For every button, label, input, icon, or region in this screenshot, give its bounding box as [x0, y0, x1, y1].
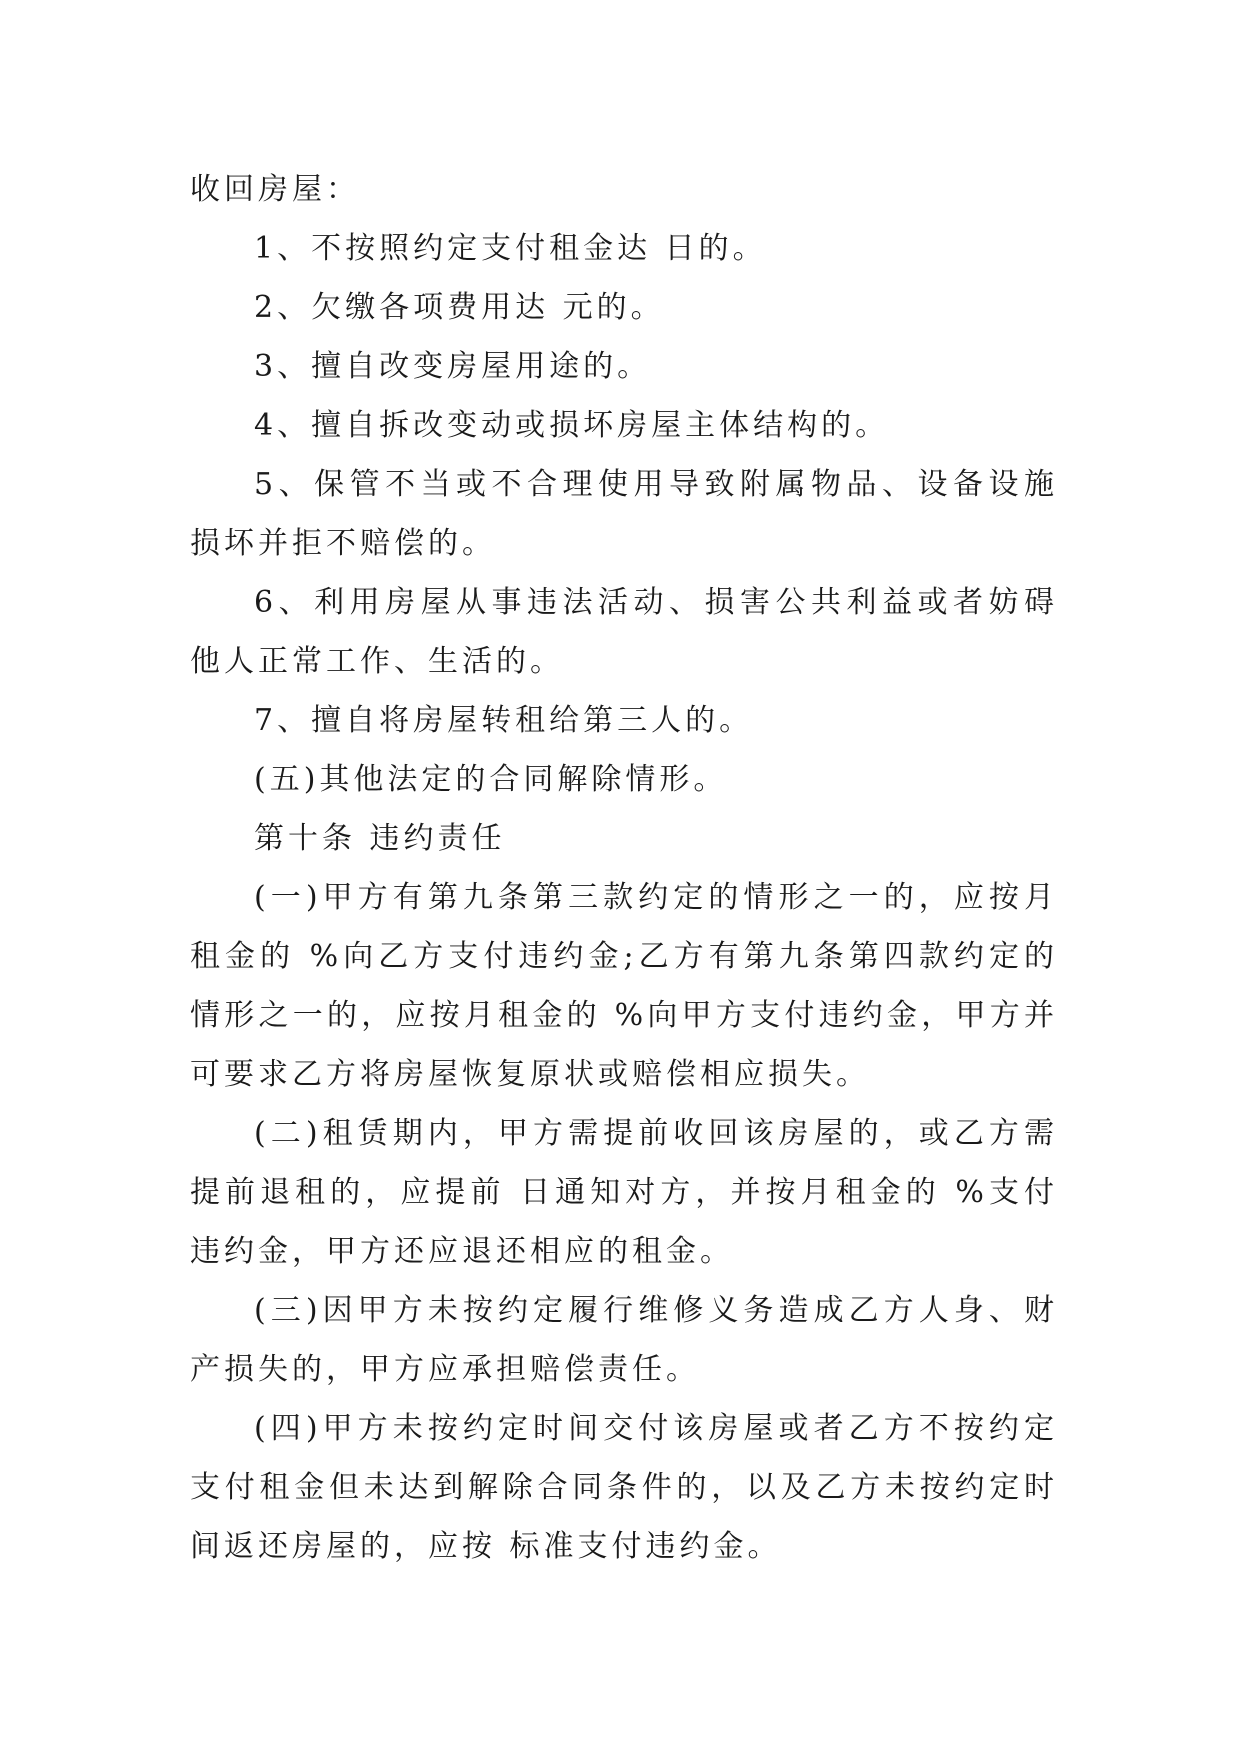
paragraph-item-2: 2、欠缴各项费用达 元的。 [254, 290, 665, 325]
section-heading-article-10: 第十条 违约责任 [254, 821, 506, 856]
paragraph-item-7: 7、擅自将房屋转租给第三人的。 [254, 703, 754, 738]
paragraph-item-5: 5、保管不当或不合理使用导致附属物品、设备设施损坏并拒不赔偿的。 [190, 467, 1058, 561]
paragraph-item-6: 6、利用房屋从事违法活动、损害公共利益或者妨碍他人正常工作、生活的。 [190, 585, 1058, 679]
paragraph-clause-3: (三)因甲方未按约定履行维修义务造成乙方人身、财产损失的，甲方应承担赔偿责任。 [190, 1293, 1058, 1387]
paragraph-clause-5: (五)其他法定的合同解除情形。 [254, 762, 728, 797]
document-body [190, 160, 1058, 1576]
paragraph-clause-4: (四)甲方未按约定时间交付该房屋或者乙方不按约定支付租金但未达到解除合同条件的，以及乙方未按约定时间返还房屋的，应按 标准支付违约金。 [190, 1411, 1058, 1564]
paragraph-item-3: 3、擅自改变房屋用途的。 [254, 349, 652, 384]
paragraph-item-1: 1、不按照约定支付租金达 日的。 [254, 231, 767, 266]
paragraph-clause-1: (一)甲方有第九条第三款约定的情形之一的，应按月租金的 %向乙方支付违约金;乙方有第九条第四款约定的情形之一的，应按月租金的 %向甲方支付违约金，甲方并可要求乙方将房屋恢复原状或赔偿相应损失。 [190, 880, 1058, 1092]
paragraph-item-4: 4、擅自拆改变动或损坏房屋主体结构的。 [254, 408, 890, 443]
paragraph-intro: 收回房屋： [190, 172, 360, 207]
paragraph-clause-2: (二)租赁期内，甲方需提前收回该房屋的，或乙方需提前退租的，应提前 日通知对方，并按月租金的 %支付违约金，甲方还应退还相应的租金。 [190, 1116, 1058, 1269]
